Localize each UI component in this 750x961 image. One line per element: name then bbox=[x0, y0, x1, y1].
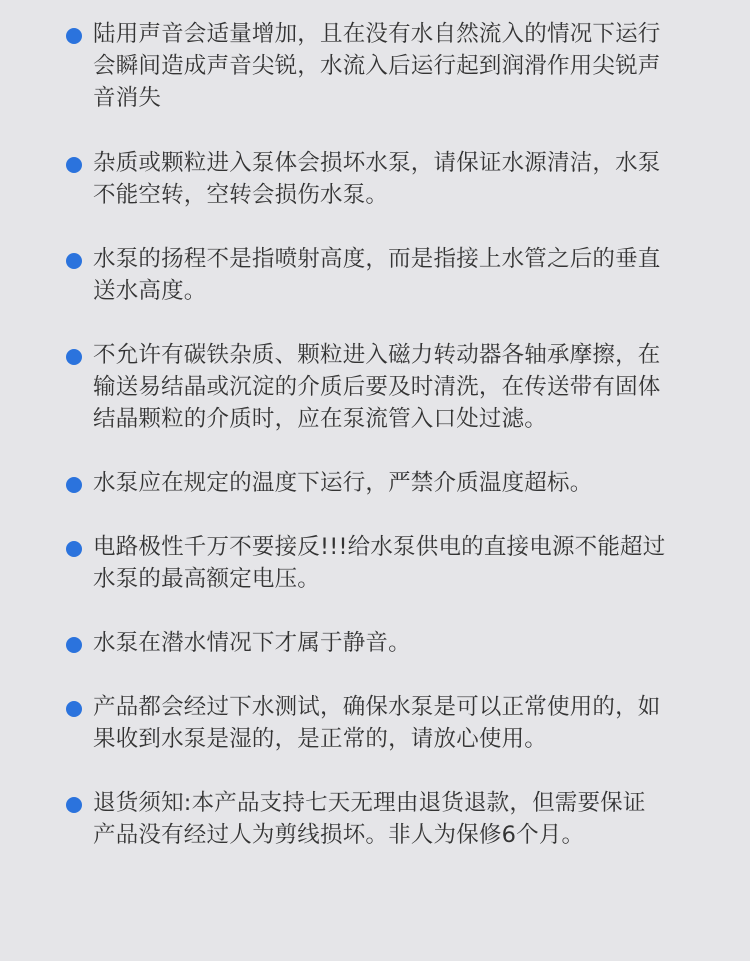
note-line: 果收到水泵是湿的，是正常的，请放心使用。 bbox=[93, 726, 548, 752]
bullet-dot-icon bbox=[66, 541, 82, 557]
note-line: 会瞬间造成声音尖锐，水流入后运行起到润滑作用尖锐声 bbox=[93, 53, 661, 79]
note-text bbox=[93, 627, 705, 659]
note-line: 杂质或颗粒进入泵体会损坏水泵，请保证水源清洁，水泵 bbox=[93, 150, 661, 176]
bullet-dot-icon bbox=[66, 637, 82, 653]
note-line: 产品没有经过人为剪线损坏。非人为保修6个月。 bbox=[93, 822, 585, 848]
bullet-dot-icon bbox=[66, 477, 82, 493]
bullet-dot-icon bbox=[66, 349, 82, 365]
note-line: 输送易结晶或沉淀的介质后要及时清洗，在传送带有固体 bbox=[93, 374, 661, 400]
note-text bbox=[93, 243, 705, 307]
note-text bbox=[93, 691, 705, 755]
note-line: 不能空转，空转会损伤水泵。 bbox=[93, 182, 389, 208]
bullet-dot-icon bbox=[66, 28, 82, 44]
note-line: 退货须知:本产品支持七天无理由退货退款，但需要保证 bbox=[93, 790, 646, 816]
note-line: 电路极性千万不要接反!!!给水泵供电的直接电源不能超过 bbox=[93, 534, 666, 560]
bullet-dot-icon bbox=[66, 253, 82, 269]
note-text bbox=[93, 147, 705, 211]
note-line: 水泵的最高额定电压。 bbox=[93, 566, 321, 592]
note-line: 送水高度。 bbox=[93, 278, 207, 304]
note-text bbox=[93, 787, 705, 851]
note-line: 不允许有碳铁杂质、颗粒进入磁力转动器各轴承摩擦，在 bbox=[93, 342, 661, 368]
note-line: 结晶颗粒的介质时，应在泵流管入口处过滤。 bbox=[93, 406, 548, 432]
bullet-dot-icon bbox=[66, 157, 82, 173]
note-line: 水泵应在规定的温度下运行，严禁介质温度超标。 bbox=[93, 470, 593, 496]
note-line: 产品都会经过下水测试，确保水泵是可以正常使用的，如 bbox=[93, 694, 661, 720]
note-line: 陆用声音会适量增加，且在没有水自然流入的情况下运行 bbox=[93, 21, 661, 47]
note-text bbox=[93, 467, 705, 499]
note-line: 水泵的扬程不是指喷射高度，而是指接上水管之后的垂直 bbox=[93, 246, 661, 272]
note-line: 水泵在潜水情况下才属于静音。 bbox=[93, 630, 411, 656]
bullet-dot-icon bbox=[66, 797, 82, 813]
note-text bbox=[93, 531, 705, 595]
note-text bbox=[93, 339, 705, 435]
bullet-dot-icon bbox=[66, 701, 82, 717]
note-text bbox=[93, 18, 705, 114]
note-line: 音消失 bbox=[93, 85, 162, 111]
